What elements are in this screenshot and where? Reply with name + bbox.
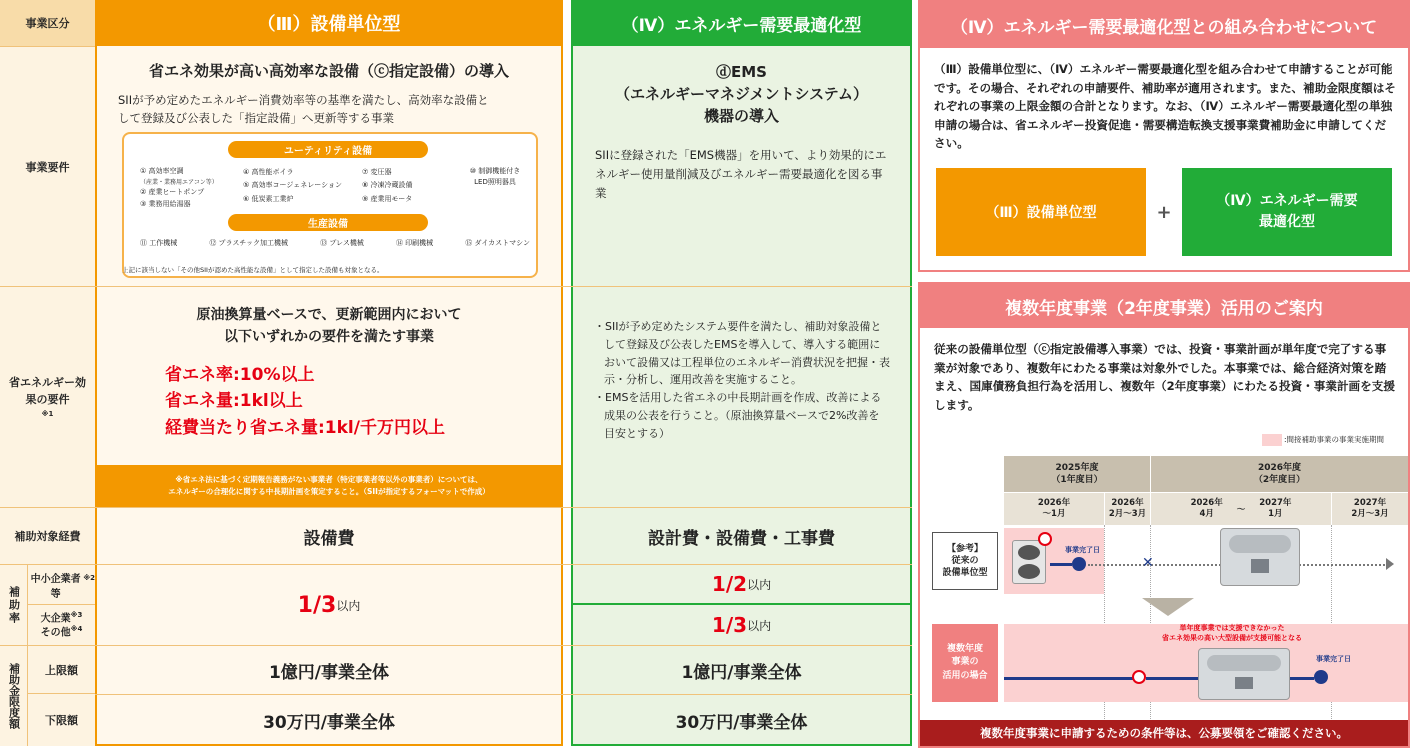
utility-item: ③ 業務用給湯器 [140,199,191,208]
large-machine-image-ref [1220,528,1300,586]
utility-group-4 [455,166,535,188]
combo-box-ems: （Ⅳ）エネルギー需要 最適化型 [1182,168,1392,256]
col3-req-note: 上記に該当しない「その他SIIが認めた高性能な設備」として指定した設備も対象となる。 [122,266,384,274]
multi-year-panel [918,282,1410,748]
limit-upper-label: 上限額 [28,646,95,694]
col3-cost: 設備費 [303,528,355,549]
production-items [140,238,530,248]
end-marker [1072,557,1086,571]
col3-lower-limit: 30万円/事業全体 [263,713,395,733]
utility-item: ④ 高性能ボイラ [243,168,294,176]
utility-item: （産業・業務用エアコン等） [140,178,218,186]
utility-title: ユーティリティ設備 [228,141,428,158]
period-3: 2026年 4月 ～ 2027年 1月 [1151,493,1331,525]
rate-large-label: 大企業$^{※3}$ その他$^{※4}$ [28,605,95,645]
legend-swatch [1262,434,1282,446]
production-item: ⑬ プレス機械 [320,239,364,247]
header-label: 事業区分 [0,0,95,46]
multi-end-marker [1314,670,1328,684]
large-machine-image [1198,648,1290,700]
col4-upper-limit: 1億円/事業全体 [681,662,802,683]
multi-start-marker [1132,670,1146,684]
effect-req-amount: 省エネ量:1kl以上 [165,391,303,412]
period-4: 2027年 2月～3月 [1332,493,1408,525]
col4-effect-bullets: ・SIIが予め定めたシステム要件を満たし、補助対象設備として登録及び公表したEMSを導入して、導入する範囲において設備又は工程単位のエネルギー消費状況を把握・表示・分析し、運用改善を実施すること。 ・EMSを活用した省エネの中長期計画を作成、改善による成果の公表を行うこと。（原油換算量ベースで2%改善を目安とする） [594,320,890,440]
combo-title: （Ⅳ）エネルギー需要最適化型との組み合わせについて [920,2,1408,48]
multi-footer: 複数年度事業に申請するための条件等は、公募要領をご確認ください。 [920,720,1408,746]
row-rate-label: 補助率 [0,565,28,645]
done-label-multi: 事業完了日 [1316,655,1351,663]
col3-effect-note: ※省エネ法に基づく定期報告義務がない事業者（特定事業者等以外の事業者）については、 エネルギーの合理化に関する中長期計画を策定すること。（SIIが指定するフォーマットで作成） [97,465,561,507]
ref-label: 【参考】 従来の 設備単位型 [932,532,998,590]
utility-item: ⑥ 低炭素工業炉 [243,194,294,203]
production-item: ⑪ 工作機械 [140,239,178,247]
ref-arrow [1050,563,1072,566]
col4-rate-sme: 1/2 以内 [571,565,912,605]
done-label-ref: 事業完了日 [1065,546,1100,554]
col4-title: （Ⅳ）エネルギー需要最適化型 [571,0,912,46]
utility-group-3 [362,166,452,206]
utility-item: ① 高効率空調 [140,167,184,175]
col4-req-title: ⓓEMS （エネルギーマネジメントシステム） 機器の導入 [614,63,869,125]
combo-plus: + [1156,201,1172,223]
start-marker [1038,532,1052,546]
col4-req-desc: SIIに登録された「EMS機器」を用いて、より効果的にエネルギー使用量削減及びエネルギー需要最適化を図る事業 [595,148,887,200]
col4-lower-limit: 30万円/事業全体 [675,713,808,733]
production-title: 生産設備 [228,214,428,231]
combo-panel [918,0,1410,272]
fy2026-header: 2026年度 （2年度目） [1151,456,1408,492]
cross-icon: ✕ [1142,555,1154,571]
row-requirements-label: 事業要件 [0,46,95,286]
utility-item: LED照明器具 [474,178,516,187]
col4-cost: 設計費・設備費・工事費 [648,528,835,549]
fy2025-header: 2025年度 （1年度目） [1004,456,1150,492]
production-item: ⑫ プラスチック加工機械 [209,239,288,247]
production-item: ⑮ ダイカストマシン [465,239,530,247]
combo-box-setsubi: （Ⅲ）設備単位型 [936,168,1146,256]
ref-arrowhead [1386,558,1394,570]
period-2: 2026年 2月～3月 [1105,493,1150,525]
utility-item: ⑧ 冷凍冷蔵設備 [362,181,413,190]
multi-line-1 [1004,677,1134,680]
multi-text: 従来の設備単位型（ⓒ指定設備導入事業）では、投資・事業計画が単年度で完了する事業が対象であり、複数年にわたる事業は対象外でした。本事業では、総合経済対策を踏まえ、国庫債務負担行為を活用し、複数年（2年度事業）にわたる投資・事業計画を支援します。 [934,342,1395,412]
limit-lower-label: 下限額 [28,694,95,746]
effect-req-cost: 経費当たり省エネ量:1kl/千万円以上 [165,417,445,438]
period-1: 2026年 ～1月 [1004,493,1104,525]
row-effect-label: 省エネルギー効果の要件 ※1 [0,287,95,507]
down-arrow [1142,598,1194,616]
col3-req-title: 省エネ効果が高い高効率な設備（ⓒ指定設備）の導入 [148,62,509,80]
utility-item: ⑦ 変圧器 [362,168,392,176]
utility-item: ⑩ 制御機能付き [469,167,521,175]
effect-req-rate: 省エネ率:10%以上 [165,365,315,385]
col3-rate: 1/3 以内 [297,592,361,618]
col3-req-desc: SIIが予め定めたエネルギー消費効率等の基準を満たし、高効率な設備と して登録及び公表した「指定設備」へ更新等する事業 [118,93,489,125]
utility-group-2 [243,166,363,206]
multi-note: 単年度事業では支援できなかった 省エネ効果の高い大型設備が支援可能となる [1162,624,1302,642]
row-limit-label: 補助金限度額 [0,646,28,746]
row-cost-label: 補助対象経費 [0,508,95,564]
production-item: ⑭ 印刷機械 [395,239,434,247]
ac-unit-image [1012,540,1046,584]
utility-item: ⑨ 産業用モータ [362,194,413,203]
multi-title: 複数年度事業（2年度事業）活用のご案内 [920,284,1408,328]
col3-effect-reqs [165,362,555,441]
multi-label: 複数年度 事業の 活用の場合 [932,624,998,702]
col4-rate-large: 1/3 以内 [711,613,772,637]
combo-text: （Ⅲ）設備単位型に、（Ⅳ）エネルギー需要最適化型を組み合わせて申請することが可能です。その場合、それぞれの申請要件、補助率が適用されます。また、補助金限度額はそれぞれの事業の上限金額の合計となります。なお、（Ⅳ）エネルギー需要最適化型の単独申請の場合は、省エネルギー投資促進・需要構造転換支援事業費補助金に申請してください。 [934,62,1396,151]
rate-sme-label: 中小企業者等 $^{※2}$ [28,565,95,605]
legend-text: :間接補助事業の事業実施期間 [1284,435,1385,444]
col3-upper-limit: 1億円/事業全体 [268,662,390,683]
utility-item: ⑤ 高効率コージェネレーション [243,181,342,190]
col3-effect-head: 原油換算量ベースで、更新範囲内において 以下いずれかの要件を満たす事業 [196,307,462,346]
utility-item: ② 産業ヒートポンプ [140,188,205,197]
col3-title: （Ⅲ）設備単位型 [95,0,563,46]
utility-group-1 [140,166,230,211]
